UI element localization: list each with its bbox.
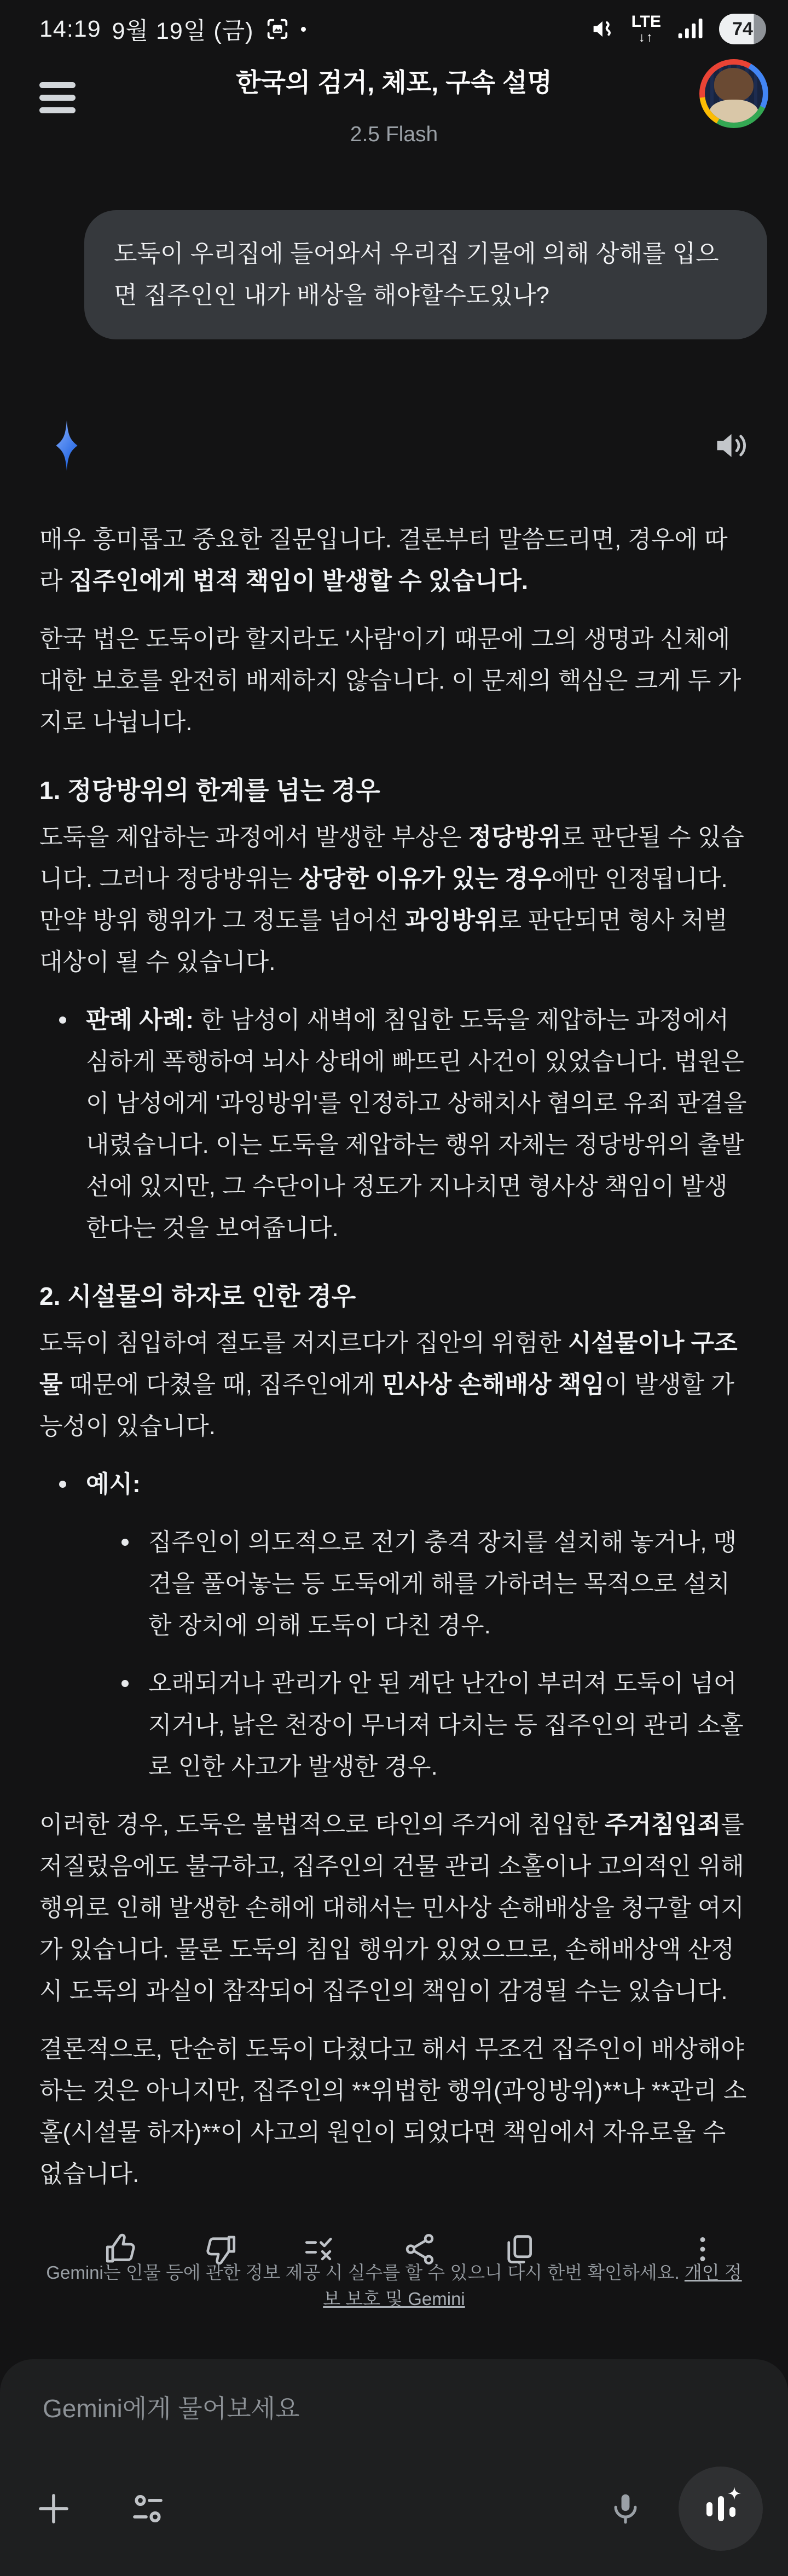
mic-icon[interactable] <box>607 2491 644 2527</box>
bullet-dot <box>121 1680 129 1687</box>
response-heading: 2. 시설물의 하자로 인한 경우 <box>39 1282 356 1310</box>
disclaimer-text: Gemini는 인물 등에 관한 정보 제공 시 실수를 할 수 있으니 다시 한번 확인하세요. <box>46 2262 685 2283</box>
avatar-photo <box>705 65 763 123</box>
bullet-dot <box>59 1481 66 1488</box>
mute-vibrate-icon <box>589 15 617 43</box>
notification-dot <box>301 27 306 32</box>
disclaimer <box>38 2260 750 2312</box>
conversation-title: 한국의 검거, 체포, 구속 설명 <box>236 68 552 97</box>
network-type-indicator: LTE ↓↑ <box>631 13 661 45</box>
response-heading: 1. 정당방위의 한계를 넘는 경우 <box>39 776 380 805</box>
account-avatar[interactable] <box>699 59 768 128</box>
response-paragraph: 이러한 경우, 도둑은 불법적으로 타인의 주거에 침입한 주거침입죄를 저질렀음에도 불구하고, 집주인의 건물 관리 소홀이나 고의적인 위해 행위로 인해 발생한 손해에 대해서는 민사상 손해배상을 청구할 여지가 있습니다. 물론 도둑의 침입 행위가 있었으므로, 손해배상액 산정 시 도둑의 과실이 참작되어 집주인의 책임이 감경될 수는 있습니다. <box>39 1811 744 2005</box>
prompt-input[interactable] <box>42 2393 591 2424</box>
tools-tune-icon[interactable] <box>128 2489 167 2528</box>
response-bullet: 판례 사례: 한 남성이 새벽에 침입한 도둑을 제압하는 과정에서 심하게 폭행하여 뇌사 상태에 빠뜨린 사건이 있었습니다. 법원은 이 남성에게 '과잉방위'를 인정하고 상해치사 혐의로 유죄 판결을 내렸습니다. 이는 도둑을 제압하는 행위 자체는 정당방위의 출발선에 있지만, 그 수단이나 정도가 지나치면 형사상 책임이 발생한다는 것을 보여줍니다. <box>39 1000 750 1249</box>
response-paragraph: 도둑을 제압하는 과정에서 발생한 부상은 정당방위로 판단될 수 있습니다. 그러나 정당방위는 상당한 이유가 있는 경우에만 인정됩니다. 만약 방위 행위가 그 정도를 넘어선 과잉방위로 판단되면 형사 처벌 대상이 될 수 있습니다. <box>39 824 744 975</box>
user-message-text: 도둑이 우리집에 들어와서 우리집 기물에 의해 상해를 입으면 집주인인 내가 배상을 해야할수도있나? <box>114 240 719 309</box>
user-message-bubble <box>84 210 767 339</box>
model-selector[interactable]: 2.5 Flash <box>350 123 438 146</box>
app-header <box>0 53 788 182</box>
response-bullet: 집주인이 의도적으로 전기 충격 장치를 설치해 놓거나, 맹견을 풀어놓는 등 도둑에게 해를 가하려는 목적으로 설치한 장치에 의해 도둑이 다친 경우. <box>39 1522 750 1647</box>
status-time: 14:19 <box>39 15 101 42</box>
model-response <box>0 471 788 2267</box>
response-paragraph: 결론적으로, 단순히 도둑이 다쳤다고 해서 무조건 집주인이 배상해야 하는 것은 아니지만, 집주인의 **위법한 행위(과잉방위)**나 **관리 소홀(시설물 하자)**이 사고의 원인이 되었다면 책임에서 자유로울 수 없습니다. <box>39 2036 747 2187</box>
status-date: 9월 19일 (금) <box>112 18 254 44</box>
signal-strength-icon <box>675 14 705 44</box>
status-bar <box>0 0 788 53</box>
bullet-dot <box>59 1016 66 1024</box>
response-paragraph: 한국 법은 도둑이라 할지라도 '사람'이기 때문에 그의 생명과 신체에 대한 보호를 완전히 배제하지 않습니다. 이 문제의 핵심은 크게 두 가지로 나뉩니다. <box>39 626 741 736</box>
screen-capture-icon <box>265 16 290 42</box>
gemini-sparkle-icon <box>42 420 92 471</box>
add-attachment-icon[interactable] <box>34 2489 73 2528</box>
response-bullet: 오래되거나 관리가 안 된 계단 난간이 부러져 도둑이 넘어지거나, 낡은 천장이 무너져 다치는 등 집주인의 관리 소홀로 인한 사고가 발생한 경우. <box>39 1663 750 1788</box>
response-paragraph: 매우 흥미롭고 중요한 질문입니다. 결론부터 말씀드리면, 경우에 따라 집주인에게 법적 책임이 발생할 수 있습니다. <box>39 526 728 594</box>
response-paragraph: 도둑이 침입하여 절도를 저지르다가 집안의 위험한 시설물이나 구조물 때문에 다쳤을 때, 집주인에게 민사상 손해배상 책임이 발생할 가능성이 있습니다. <box>39 1330 738 1440</box>
read-aloud-button[interactable] <box>711 426 751 465</box>
voice-mode-button[interactable] <box>679 2467 763 2551</box>
response-bullet: 예시: <box>39 1464 750 1505</box>
composer-sheet <box>0 2359 788 2576</box>
privacy-link[interactable]: 개인 정보 보호 및 Gemini <box>323 2262 742 2309</box>
bullet-dot <box>121 1539 129 1546</box>
battery-indicator: 74 <box>719 14 766 44</box>
